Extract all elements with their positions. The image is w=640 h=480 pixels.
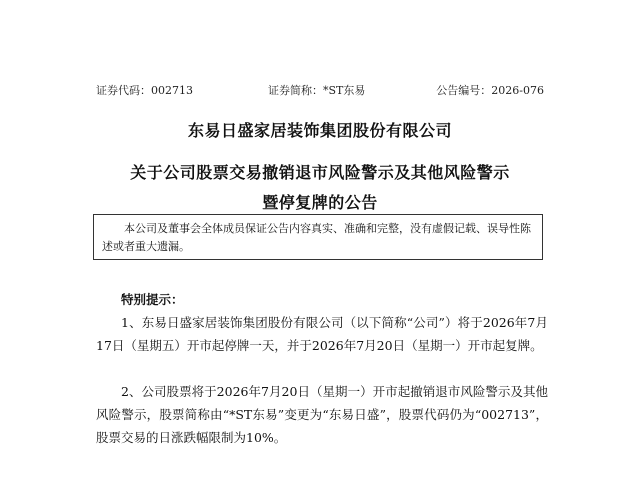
company-name: 东易日盛家居装饰集团股份有限公司: [187, 121, 452, 140]
tip-item-1: 1、东易日盛家居装饰集团股份有限公司（以下简称“公司”）将于2026年7月17日（星期五）开市起停牌一天，并于2026年7月20日（星期一）开市起复牌。: [96, 315, 548, 353]
tip-item-2: 2、公司股票将于2026年7月20日（星期一）开市起撤销退市风险警示及其他风险警示，股票简称由“*ST东易”变更为“东易日盛”，股票代码仍为“002713”，股票交易的日涨跌幅限制为10%。: [96, 384, 548, 445]
special-tips-heading: 特别提示：: [121, 292, 184, 307]
stock-short-name: 证券简称：*ST东易: [268, 84, 366, 97]
board-guarantee-notice: 本公司及董事会全体成员保证公告内容真实、准确和完整，没有虚假记载、误导性陈述或者重大遗漏。: [93, 214, 543, 260]
announcement-number: 公告编号：2026-076: [436, 84, 544, 97]
stock-code: 证券代码：002713: [96, 84, 193, 97]
title-line-1: 关于公司股票交易撤销退市风险警示及其他风险警示: [130, 163, 510, 182]
title-line-2: 暨停复牌的公告: [262, 193, 378, 212]
